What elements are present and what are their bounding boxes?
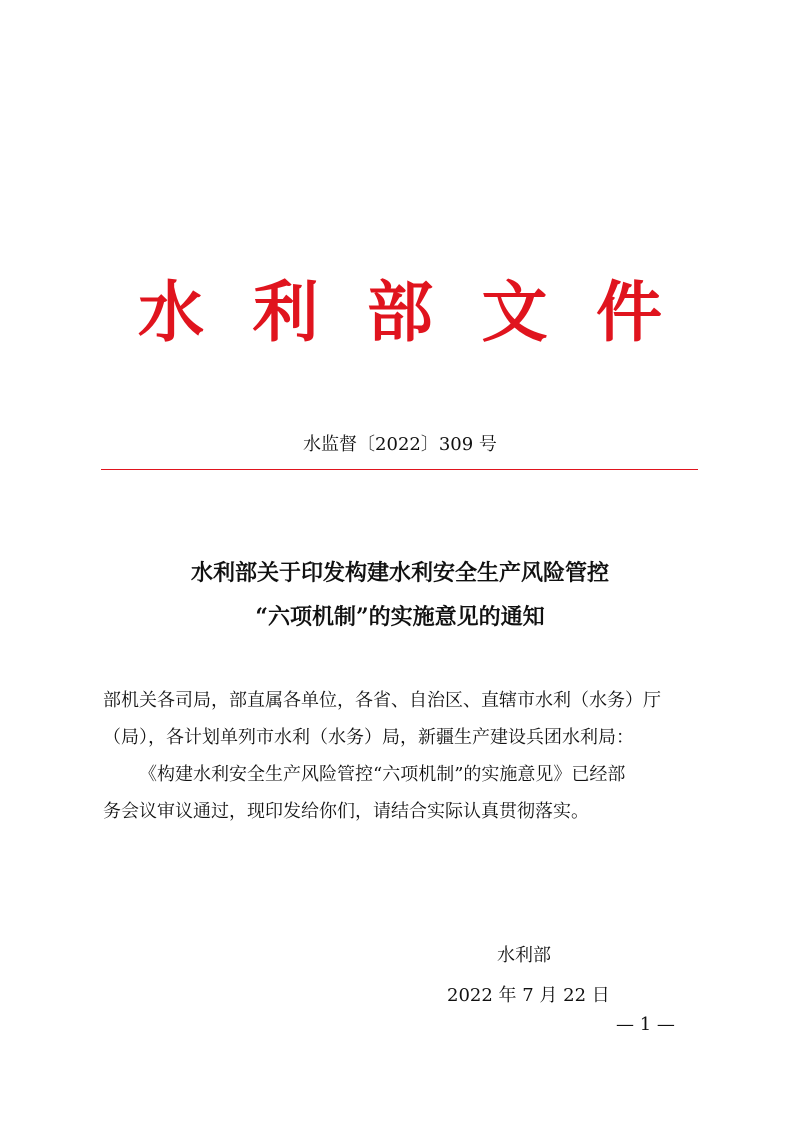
body-line-1: 《构建水利安全生产风险管控“六项机制”的实施意见》已经部 [139,764,626,785]
recipients-line-1: 部机关各司局，部直属各单位，各省、自治区、直辖市水利（水务）厅 [103,690,661,711]
masthead-char: 部 [367,273,433,351]
document-title [100,551,700,639]
issue-date: 2022 年 7 月 22 日 [447,985,610,1006]
document-body [103,682,698,830]
body-line-2: 务会议审议通过，现印发给你们，请结合实际认真贯彻落实。 [103,801,589,822]
document-number: 水监督〔2022〕309 号 [303,434,497,455]
masthead-char: 利 [252,273,319,351]
recipients-line-2: （局），各计划单列市水利（水务）局，新疆生产建设兵团水利局： [103,727,634,748]
masthead [100,272,700,352]
signer: 水利部 [497,945,551,966]
masthead-char: 文 [481,273,548,351]
title-line-1: 水利部关于印发构建水利安全生产风险管控 [190,560,609,586]
red-divider-line [101,469,698,470]
page-number: — 1 — [616,1014,675,1035]
title-line-2: “六项机制”的实施意见的通知 [255,604,545,630]
masthead-char: 水 [138,273,204,351]
masthead-char: 件 [596,273,662,351]
